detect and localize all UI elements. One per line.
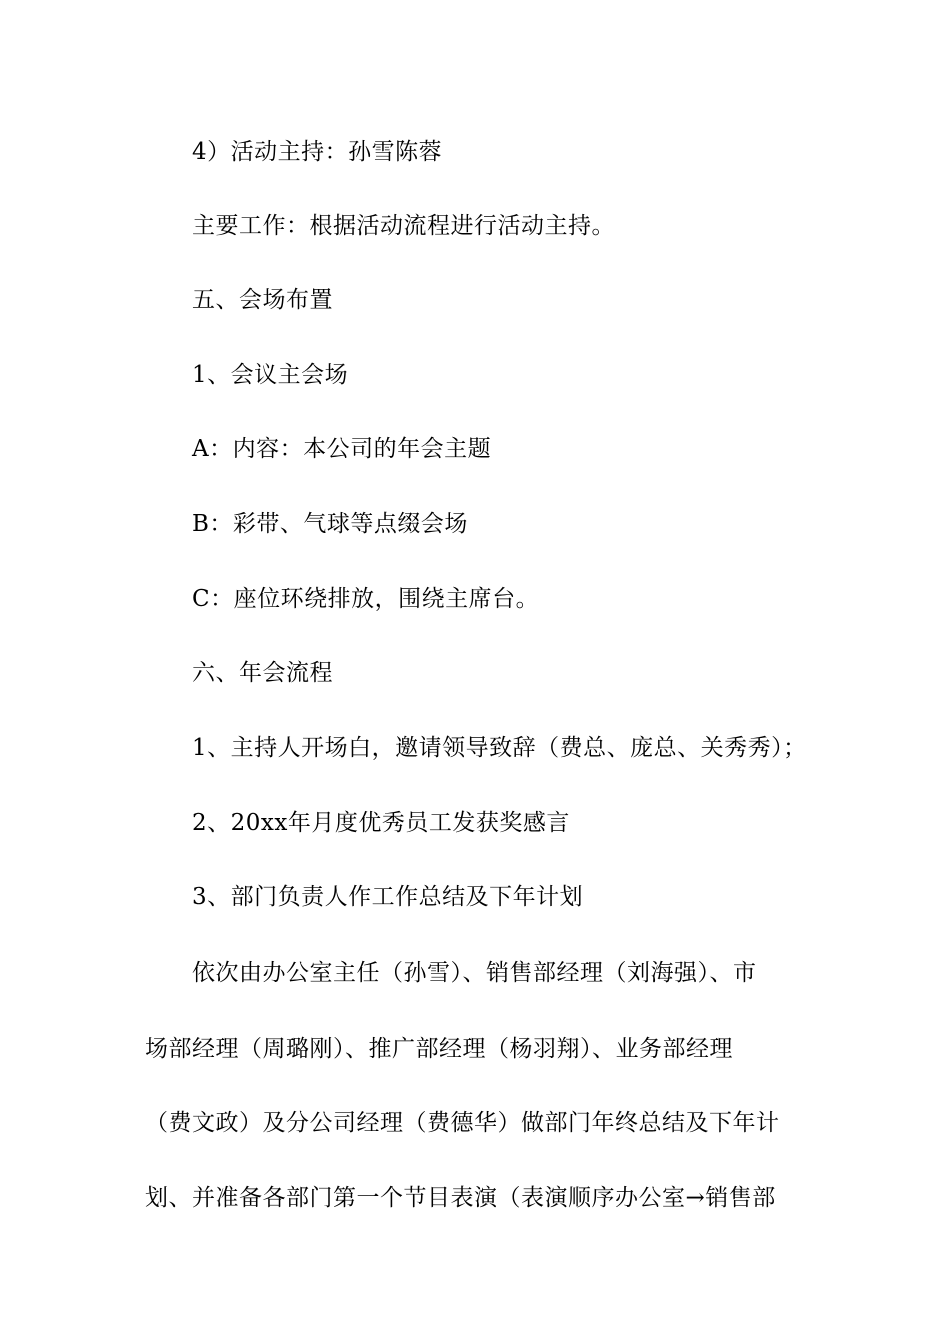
venue-item-1: 1、会议主会场 — [192, 362, 349, 388]
venue-item-a: A：内容：本公司的年会主题 — [192, 436, 492, 462]
process-item-3: 3、部门负责人作工作总结及下年计划 — [192, 884, 584, 910]
host-line: 4）活动主持：孙雪陈蓉 — [192, 139, 443, 165]
section-heading-process: 六、年会流程 — [192, 660, 333, 686]
paragraph-line-4: 划、并准备各部门第一个节目表演（表演顺序办公室→销售部 — [145, 1185, 776, 1211]
paragraph-line-2: 场部经理（周璐刚）、推广部经理（杨羽翔）、业务部经理 — [145, 1036, 733, 1062]
venue-item-b: B：彩带、气球等点缀会场 — [192, 511, 468, 537]
process-item-1: 1、主持人开场白，邀请领导致辞（费总、庞总、关秀秀）； — [192, 735, 807, 761]
host-duty-line: 主要工作：根据活动流程进行活动主持。 — [192, 213, 615, 239]
section-heading-venue: 五、会场布置 — [192, 287, 333, 313]
venue-item-c: C：座位环绕排放，围绕主席台。 — [192, 586, 540, 612]
paragraph-line-1: 依次由办公室主任（孙雪）、销售部经理（刘海强）、市 — [192, 960, 757, 986]
paragraph-line-3: （费文政）及分公司经理（费德华）做部门年终总结及下年计 — [145, 1110, 780, 1136]
process-item-2: 2、20xx年月度优秀员工发获奖感言 — [192, 810, 570, 836]
